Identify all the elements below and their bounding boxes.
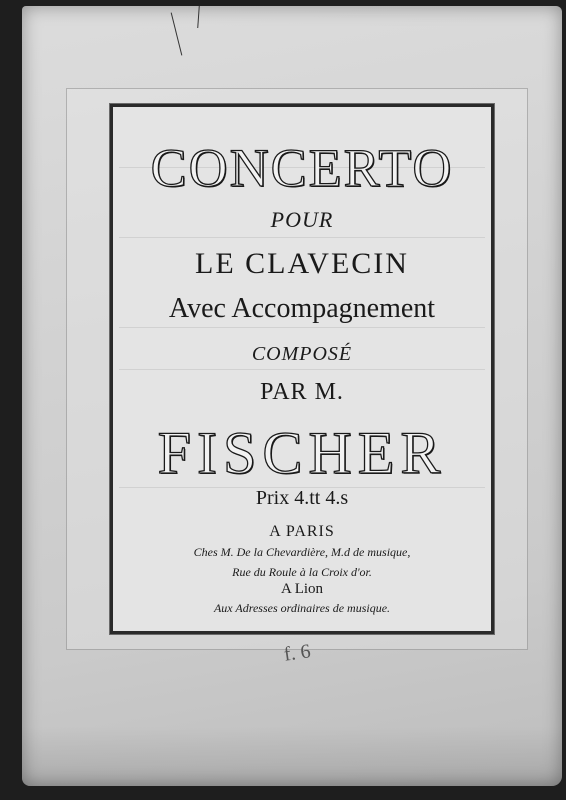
paper-tear (197, 6, 200, 28)
publisher-line-2: Rue du Roule à la Croix d'or. (232, 565, 372, 579)
staff-line (119, 369, 485, 370)
composer-name: FISCHER (157, 420, 447, 486)
engraved-frame (110, 104, 494, 634)
text-pour: POUR (270, 207, 334, 232)
paper-tear (171, 13, 183, 56)
title-page-sheet (22, 6, 562, 786)
text-instrument: LE CLAVECIN (195, 247, 409, 280)
staff-line (119, 237, 485, 238)
title-concerto: CONCERTO (150, 138, 454, 198)
publisher-line-1: Ches M. De la Chevardière, M.d de musique, (193, 545, 411, 559)
text-accompaniment: Avec Accompagnement (168, 293, 436, 324)
text-compose: COMPOSÉ (251, 343, 353, 365)
staff-line (119, 327, 485, 328)
text-par: PAR M. (260, 379, 344, 405)
publisher-city-2: A Lion (280, 581, 324, 597)
pencil-annotation: f. 6 (282, 640, 313, 666)
price: Prix 4.tt 4.s (255, 487, 349, 509)
publisher-line-3: Aux Adresses ordinaires de musique. (213, 601, 391, 615)
publisher-city: A PARIS (269, 523, 335, 540)
